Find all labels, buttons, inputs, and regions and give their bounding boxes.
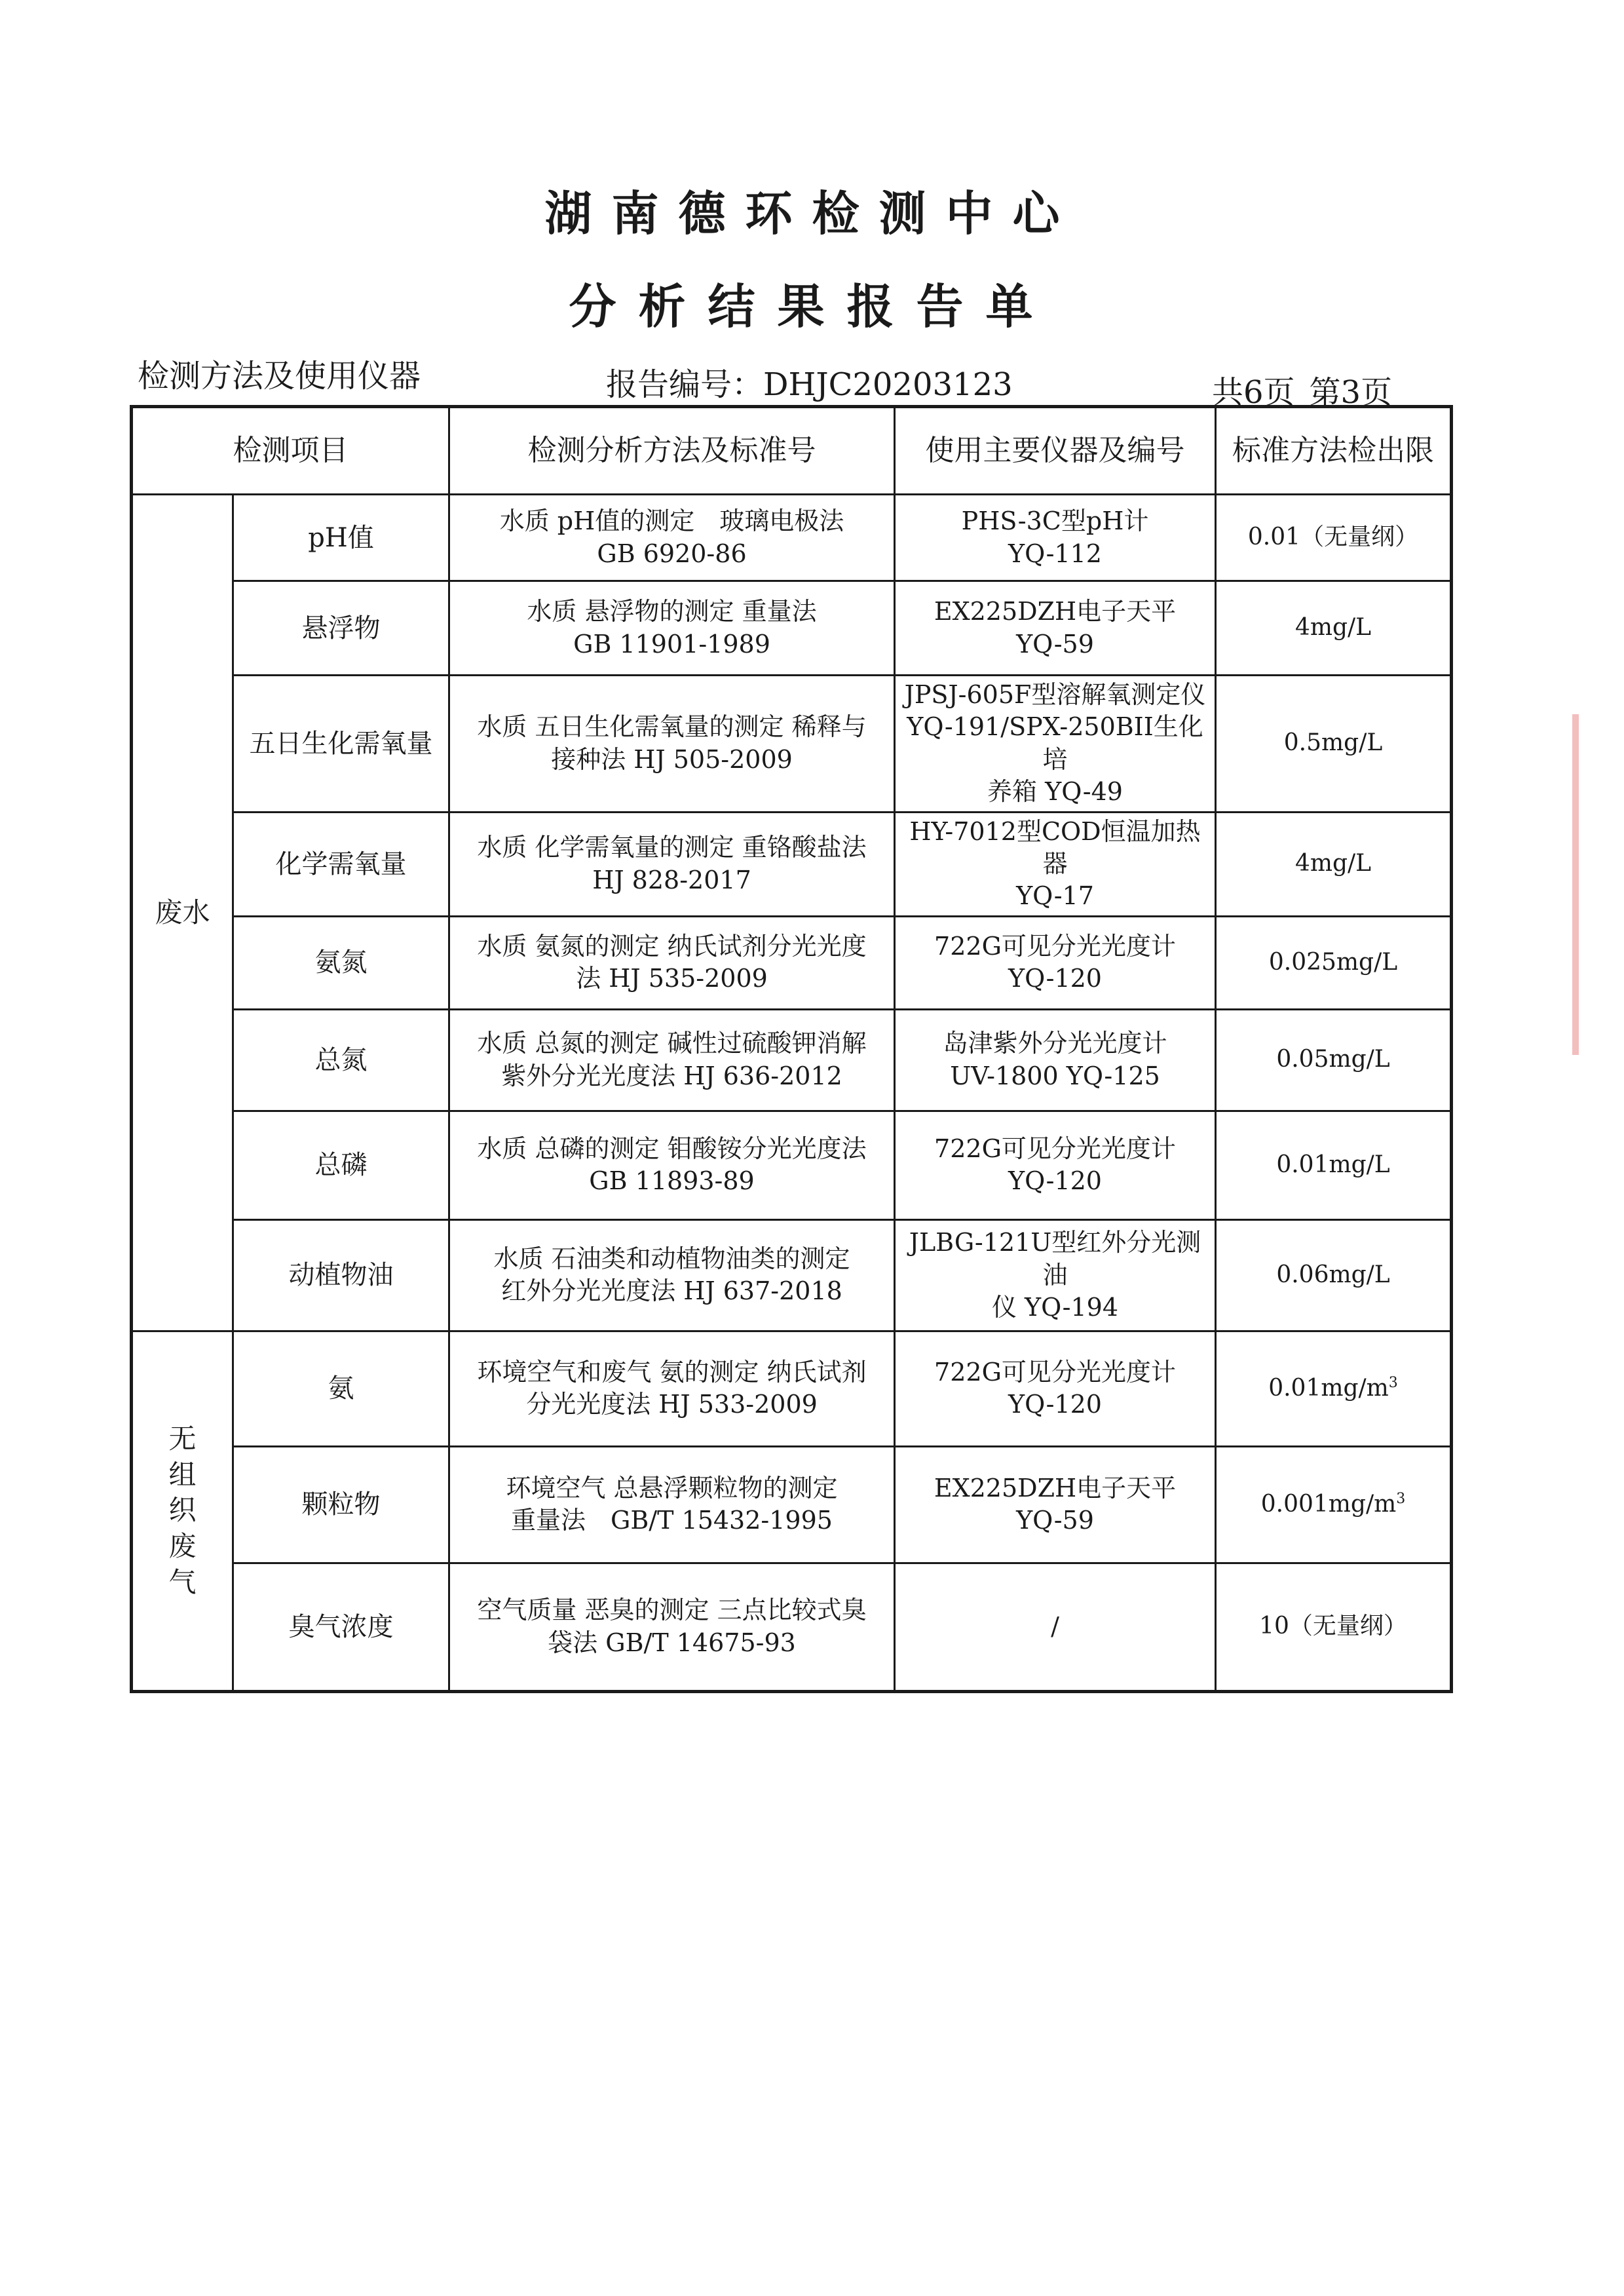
limit-value: 10（无量纲） bbox=[1259, 1613, 1407, 1640]
limit-value: 4mg/L bbox=[1294, 850, 1372, 877]
item-cell: 氨 bbox=[233, 1331, 449, 1446]
instrument-cell bbox=[895, 916, 1216, 1009]
instrument-cell bbox=[895, 1446, 1216, 1563]
method-line: 空气质量 恶臭的测定 三点比较式臭 bbox=[477, 1596, 867, 1625]
item-cell: 总磷 bbox=[233, 1111, 449, 1219]
method-line: 环境空气 总悬浮颗粒物的测定 bbox=[506, 1473, 838, 1502]
method-cell bbox=[449, 1563, 895, 1691]
instrument-cell bbox=[895, 1331, 1216, 1446]
limit-cell bbox=[1216, 916, 1452, 1009]
method-line: 法 HJ 535-2009 bbox=[576, 964, 768, 993]
red-seal-edge bbox=[1572, 714, 1618, 1055]
method-line: 水质 总磷的测定 钼酸铵分光光度法 bbox=[477, 1134, 867, 1163]
instrument-cell bbox=[895, 812, 1216, 916]
method-line: 水质 石油类和动植物油类的测定 bbox=[493, 1244, 850, 1273]
instrument-cell bbox=[895, 1563, 1216, 1691]
table-row bbox=[132, 1331, 1452, 1446]
method-line: 水质 五日生化需氧量的测定 稀释与 bbox=[477, 712, 867, 742]
category-cell: 无组织废气 bbox=[132, 1331, 233, 1691]
instrument-cell bbox=[895, 1219, 1216, 1331]
limit-value: 0.05mg/L bbox=[1276, 1046, 1390, 1073]
method-line: 水质 氨氮的测定 纳氏试剂分光光度 bbox=[477, 931, 867, 961]
instrument-line: YQ-120 bbox=[1008, 1166, 1102, 1196]
method-line: 重量法 GB/T 15432-1995 bbox=[511, 1506, 833, 1535]
method-cell bbox=[449, 1331, 895, 1446]
method-line: 接种法 HJ 505-2009 bbox=[551, 744, 793, 774]
item-cell: 臭气浓度 bbox=[233, 1563, 449, 1691]
instrument-line: HY-7012型COD恒温加热器 bbox=[909, 816, 1201, 878]
method-line: 水质 悬浮物的测定 重量法 bbox=[527, 597, 817, 626]
instrument-cell bbox=[895, 581, 1216, 676]
item-cell: 总氮 bbox=[233, 1009, 449, 1111]
instrument-line: YQ-191/SPX-250BII生化培 bbox=[907, 712, 1203, 774]
table-body bbox=[132, 495, 1452, 1692]
item-cell: 动植物油 bbox=[233, 1219, 449, 1331]
category-cell: 废水 bbox=[132, 495, 233, 1331]
limit-cell bbox=[1216, 1563, 1452, 1691]
method-line: GB 11901-1989 bbox=[573, 629, 770, 659]
column-header-method: 检测分析方法及标准号 bbox=[449, 407, 895, 495]
limit-value: 4mg/L bbox=[1294, 614, 1372, 641]
item-cell: 五日生化需氧量 bbox=[233, 676, 449, 813]
limit-value: 0.01（无量纲） bbox=[1247, 524, 1419, 551]
method-cell bbox=[449, 812, 895, 916]
report-number-value: DHJC20203123 bbox=[763, 366, 1013, 403]
method-cell bbox=[449, 1219, 895, 1331]
item-cell: pH值 bbox=[233, 495, 449, 581]
table-row bbox=[132, 495, 1452, 581]
current-page: 第3页 bbox=[1309, 374, 1393, 411]
method-line: 水质 化学需氧量的测定 重铬酸盐法 bbox=[477, 833, 867, 862]
instrument-line: / bbox=[1051, 1612, 1059, 1641]
limit-unit-exponent: 3 bbox=[1388, 1374, 1398, 1391]
limit-cell bbox=[1216, 676, 1452, 813]
table-row bbox=[132, 676, 1452, 813]
total-pages: 共6页 bbox=[1212, 374, 1295, 411]
table-row bbox=[132, 1446, 1452, 1563]
column-header-limit: 标准方法检出限 bbox=[1216, 407, 1452, 495]
instrument-line: YQ-59 bbox=[1016, 629, 1094, 659]
instrument-line: JLBG-121U型红外分光测油 bbox=[909, 1228, 1201, 1290]
method-cell bbox=[449, 676, 895, 813]
instrument-line: JPSJ-605F型溶解氧测定仪 bbox=[904, 680, 1206, 709]
method-line: GB 11893-89 bbox=[589, 1166, 755, 1196]
instrument-line: 养箱 YQ-49 bbox=[987, 777, 1123, 807]
column-header-item: 检测项目 bbox=[132, 407, 449, 495]
limit-cell bbox=[1216, 812, 1452, 916]
section-label: 检测方法及使用仪器 bbox=[138, 358, 421, 394]
limit-cell bbox=[1216, 581, 1452, 676]
method-line: 紫外分光光度法 HJ 636-2012 bbox=[501, 1061, 842, 1090]
method-cell bbox=[449, 1009, 895, 1111]
table-header-row bbox=[132, 407, 1452, 495]
instrument-cell bbox=[895, 1111, 1216, 1219]
limit-cell bbox=[1216, 1219, 1452, 1331]
limit-cell bbox=[1216, 1331, 1452, 1446]
instrument-line: 岛津紫外分光光度计 bbox=[943, 1029, 1167, 1058]
method-cell bbox=[449, 916, 895, 1009]
table-row bbox=[132, 1009, 1452, 1111]
instrument-line: UV-1800 YQ-125 bbox=[950, 1061, 1160, 1090]
limit-value: 0.01mg/m bbox=[1268, 1374, 1389, 1402]
method-line: 分光光度法 HJ 533-2009 bbox=[526, 1390, 818, 1419]
instrument-line: YQ-17 bbox=[1016, 881, 1094, 911]
table-row bbox=[132, 916, 1452, 1009]
instrument-line: EX225DZH电子天平 bbox=[934, 1473, 1177, 1502]
limit-unit-exponent: 3 bbox=[1396, 1490, 1406, 1507]
report-title: 分析结果报告单 bbox=[569, 278, 1055, 334]
instrument-cell bbox=[895, 495, 1216, 581]
method-line: GB 6920-86 bbox=[597, 539, 747, 568]
method-line: HJ 828-2017 bbox=[592, 865, 751, 894]
item-cell: 氨氮 bbox=[233, 916, 449, 1009]
item-cell: 悬浮物 bbox=[233, 581, 449, 676]
report-number-label: 报告编号： bbox=[606, 366, 764, 403]
method-cell bbox=[449, 1446, 895, 1563]
instrument-line: PHS-3C型pH计 bbox=[961, 507, 1149, 536]
limit-cell bbox=[1216, 495, 1452, 581]
limit-value: 0.06mg/L bbox=[1276, 1261, 1390, 1288]
table-row bbox=[132, 1219, 1452, 1331]
limit-value: 0.5mg/L bbox=[1283, 729, 1383, 757]
limit-cell bbox=[1216, 1446, 1452, 1563]
item-cell: 颗粒物 bbox=[233, 1446, 449, 1563]
method-line: 环境空气和废气 氨的测定 纳氏试剂 bbox=[477, 1357, 867, 1387]
method-cell bbox=[449, 581, 895, 676]
instrument-line: 仪 YQ-194 bbox=[991, 1292, 1119, 1322]
method-cell bbox=[449, 1111, 895, 1219]
limit-cell bbox=[1216, 1009, 1452, 1111]
instrument-line: EX225DZH电子天平 bbox=[934, 597, 1177, 626]
table-row bbox=[132, 1111, 1452, 1219]
org-name: 湖南德环检测中心 bbox=[544, 185, 1080, 241]
limit-value: 0.025mg/L bbox=[1268, 948, 1398, 976]
table-row bbox=[132, 1563, 1452, 1691]
table-row bbox=[132, 812, 1452, 916]
instrument-line: 722G可见分光光度计 bbox=[934, 1134, 1176, 1163]
methods-table bbox=[130, 405, 1453, 1693]
item-cell: 化学需氧量 bbox=[233, 812, 449, 916]
instrument-line: YQ-120 bbox=[1008, 1390, 1102, 1419]
method-line: 袋法 GB/T 14675-93 bbox=[548, 1628, 796, 1657]
instrument-cell bbox=[895, 1009, 1216, 1111]
instrument-cell bbox=[895, 676, 1216, 813]
method-line: 水质 总氮的测定 碱性过硫酸钾消解 bbox=[477, 1029, 867, 1058]
limit-value: 0.01mg/L bbox=[1276, 1151, 1390, 1178]
method-line: 红外分光光度法 HJ 637-2018 bbox=[501, 1276, 842, 1306]
instrument-line: 722G可见分光光度计 bbox=[934, 1357, 1176, 1387]
limit-cell bbox=[1216, 1111, 1452, 1219]
instrument-line: 722G可见分光光度计 bbox=[934, 931, 1176, 961]
table-row bbox=[132, 581, 1452, 676]
instrument-line: YQ-59 bbox=[1016, 1506, 1094, 1535]
limit-value: 0.001mg/m bbox=[1260, 1490, 1397, 1518]
instrument-line: YQ-112 bbox=[1008, 539, 1102, 568]
method-line: 水质 pH值的测定 玻璃电极法 bbox=[499, 507, 844, 536]
instrument-line: YQ-120 bbox=[1008, 964, 1102, 993]
report-number bbox=[606, 359, 1013, 404]
method-cell bbox=[449, 495, 895, 581]
column-header-instrument: 使用主要仪器及编号 bbox=[895, 407, 1216, 495]
